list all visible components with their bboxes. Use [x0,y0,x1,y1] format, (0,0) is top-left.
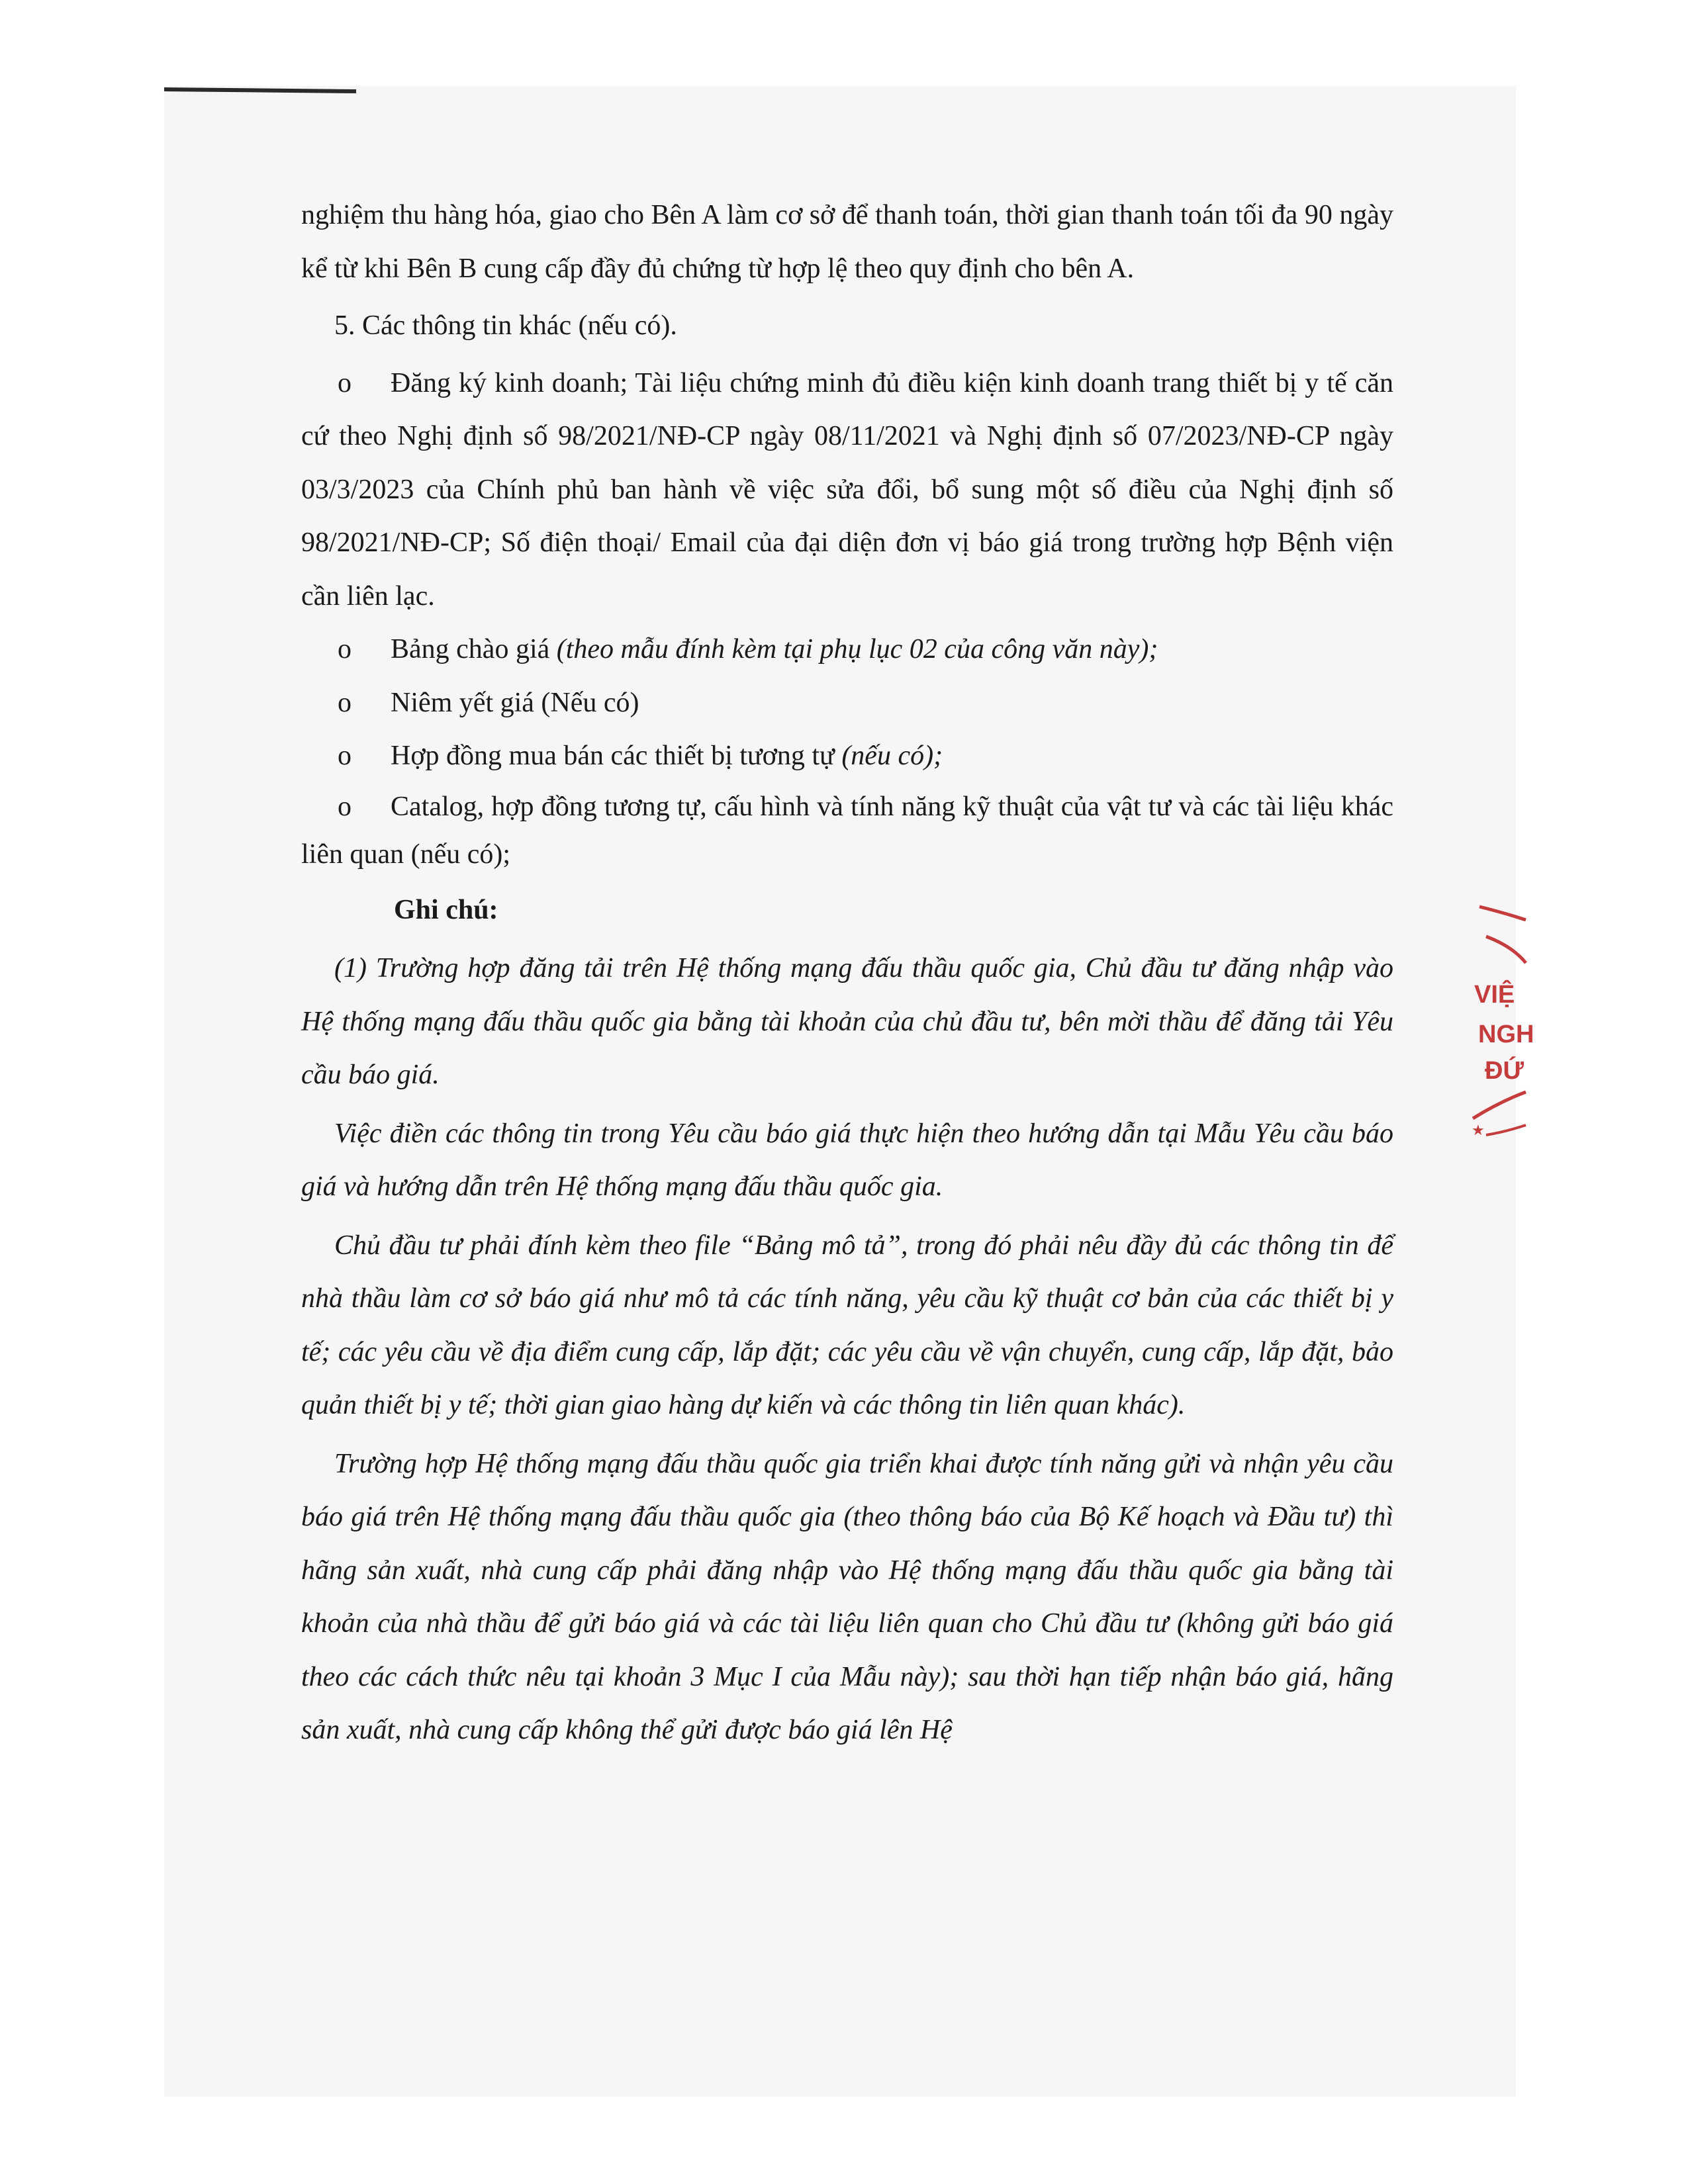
bullet-text: Niêm yết giá (Nếu có) [391,687,639,718]
bullet-italic-text: (theo mẫu đính kèm tại phụ lục 02 của công văn này); [556,634,1158,664]
note-description-file: Chủ đầu tư phải đính kèm theo file “Bảng mô tả”, trong đó phải nêu đầy đủ các thông tin để nhà thầu làm cơ sở báo giá như mô tả các tính năng, yêu cầu kỹ thuật cơ bản của các thiết bị y tế; các yêu cầu về địa điểm cung cấp, lắp đặt; các yêu cầu về vận chuyển, cung cấp, lắp đặt, bảo quản thiết bị y tế; thời gian giao hàng dự kiến và các thông tin liên quan khác). [301,1230,1393,1420]
bullet-circle-icon: o [338,687,352,718]
stamp-arc-lower [1486,1125,1526,1135]
bullet-circle-icon: o [338,367,352,398]
stamp-star-icon: ★ [1472,1122,1485,1138]
bullet-similar-contracts [301,729,1393,783]
notes-heading: Ghi chú: [394,894,498,925]
stamp-text-line3: ĐỨ [1485,1057,1524,1085]
bullet-catalog [301,783,1393,878]
stamp-arc-inner [1486,936,1526,963]
stamp-arc-top [1479,907,1526,920]
bullet-text: Catalog, hợp đồng tương tự, cấu hình và tính năng kỹ thuật của vật tư và các tài liệu khác liên quan (nếu có); [301,791,1393,870]
note-filling-info: Việc điền các thông tin trong Yêu cầu báo giá thực hiện theo hướng dẫn tại Mẫu Yêu cầu báo giá và hướng dẫn trên Hệ thống mạng đấu thầu quốc gia. [301,1118,1393,1202]
note-online-submission: Trường hợp Hệ thống mạng đấu thầu quốc gia triển khai được tính năng gửi và nhận yêu cầu báo giá trên Hệ thống mạng đấu thầu quốc gia (theo thông báo của Bộ Kế hoạch và Đầu tư) thì hãng sản xuất, nhà cung cấp phải đăng nhập vào Hệ thống mạng đấu thầu quốc gia bằng tài khoản của nhà thầu để gửi báo giá và các tài liệu liên quan cho Chủ đầu tư (không gửi báo giá theo các cách thức nêu tại khoản 3 Mục I của Mẫu này); sau thời hạn tiếp nhận báo giá, hãng sản xuất, nhà cung cấp không thể gửi được báo giá lên Hệ [301,1448,1393,1745]
bullet-circle-icon: o [338,741,352,771]
red-stamp-fragment [1466,900,1534,1165]
stamp-text-line1: VIỆ [1474,981,1515,1009]
note-posting: (1) Trường hợp đăng tải trên Hệ thống mạng đấu thầu quốc gia, Chủ đầu tư đăng nhập vào Hệ thống mạng đấu thầu quốc gia bằng tài khoản của chủ đầu tư, bên mời thầu để đăng tải Yêu cầu báo giá. [301,953,1393,1090]
bullet-circle-icon: o [338,634,352,664]
bullet-circle-icon: o [338,791,352,822]
paragraph-payment: nghiệm thu hàng hóa, giao cho Bên A làm cơ sở để thanh toán, thời gian thanh toán tối đa 90 ngày kể từ khi Bên B cung cấp đầy đủ chứng từ hợp lệ theo quy định cho bên A. [301,200,1393,284]
stamp-arc-bottom [1473,1092,1526,1118]
bullet-listed-price [301,676,1393,730]
bullet-business-registration [301,357,1393,623]
paragraph-other-info: 5. Các thông tin khác (nếu có). [334,310,677,341]
bullet-italic-text: (nếu có); [841,741,943,771]
bullet-text: Hợp đồng mua bán các thiết bị tương tự [391,741,835,771]
document-body [301,189,1393,1757]
bullet-text: Đăng ký kinh doanh; Tài liệu chứng minh đủ điều kiện kinh doanh trang thiết bị y tế căn cứ theo Nghị định số 98/2021/NĐ-CP ngày 08/11/2021 và Nghị định số 07/2023/NĐ-CP ngày 03/3/2023 của Chính phủ ban hành về việc sửa đổi, bổ sung một số điều của Nghị định số 98/2021/NĐ-CP; Số điện thoại/ Email của đại diện đơn vị báo giá trong trường hợp Bệnh viện cần liên lạc. [301,367,1393,612]
stamp-text-line2: NGH [1478,1021,1534,1048]
bullet-price-quote [301,623,1393,676]
bullet-text: Bảng chào giá [391,634,550,664]
